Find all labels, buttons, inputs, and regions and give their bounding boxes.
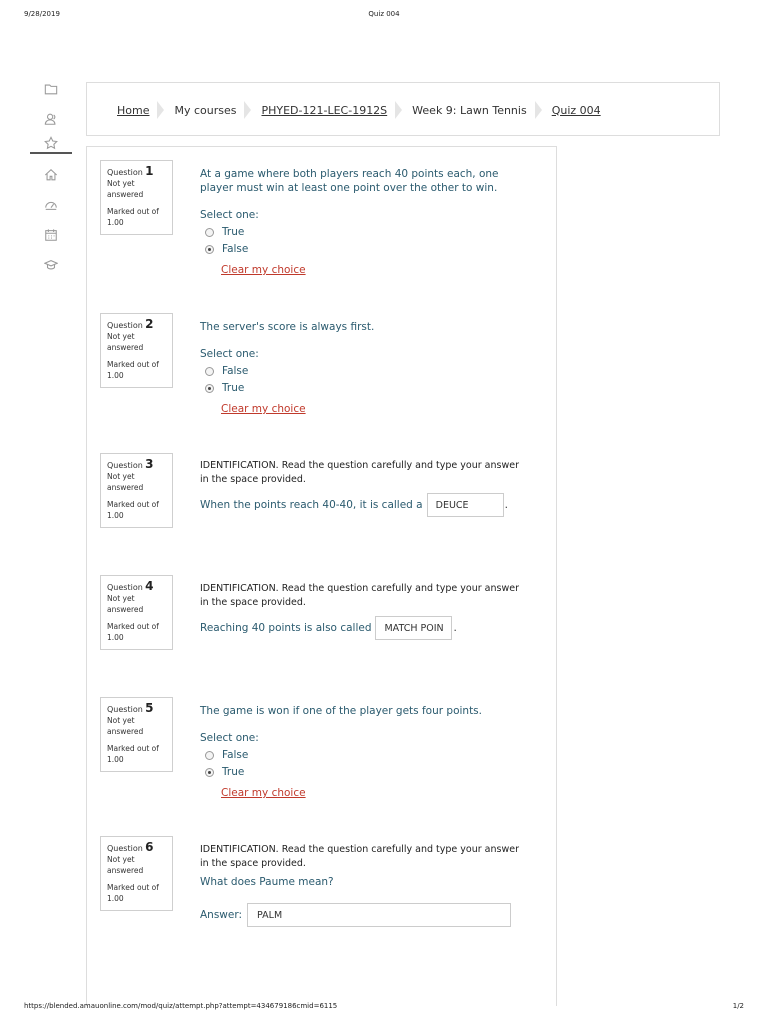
question-content-2 xyxy=(200,320,530,416)
question-number: 3 xyxy=(145,457,154,471)
question-mark: Marked out of xyxy=(107,744,159,753)
print-page-number: 1/2 xyxy=(732,1002,744,1010)
breadcrumb-separator xyxy=(535,101,542,119)
question-status: Not yet xyxy=(107,855,135,864)
question-sentence-row xyxy=(200,616,530,640)
breadcrumb-home[interactable]: Home xyxy=(117,103,150,117)
clear-choice-link[interactable]: Clear my choice xyxy=(221,403,306,415)
calendar-icon[interactable] xyxy=(30,220,72,250)
option-false[interactable] xyxy=(200,365,530,377)
radio-button-checked[interactable] xyxy=(205,384,214,393)
breadcrumb-container xyxy=(86,82,720,136)
question-content-4 xyxy=(200,582,530,640)
question-text: The game is won if one of the player gets four points. xyxy=(200,705,482,717)
print-url: https://blended.amauonline.com/mod/quiz/attempt.php?attempt=434679186cmid=6115 xyxy=(24,1002,338,1010)
option-label: False xyxy=(222,243,249,255)
clear-choice-link[interactable]: Clear my choice xyxy=(221,787,306,799)
question-status: answered xyxy=(107,727,144,736)
breadcrumb-separator xyxy=(244,101,251,119)
answer-input[interactable]: MATCH POIN xyxy=(375,616,452,640)
question-sentence: When the points reach 40-40, it is called a xyxy=(200,499,423,511)
identification-prompt: IDENTIFICATION. Read the question carefully and type your answer in the space provided. xyxy=(200,583,519,608)
question-mark: Marked out of xyxy=(107,500,159,509)
option-label: False xyxy=(222,365,249,377)
radio-button[interactable] xyxy=(205,367,214,376)
print-footer xyxy=(0,1002,768,1014)
question-status: Not yet xyxy=(107,179,135,188)
breadcrumb-my-courses[interactable]: My courses xyxy=(174,103,237,117)
question-content-1 xyxy=(200,167,530,277)
question-status: Not yet xyxy=(107,716,135,725)
question-label: Question xyxy=(107,705,143,714)
question-number: 2 xyxy=(145,317,154,331)
question-info-1 xyxy=(100,160,173,235)
breadcrumb-separator xyxy=(395,101,402,119)
radio-button-checked[interactable] xyxy=(205,768,214,777)
radio-button[interactable] xyxy=(205,228,214,237)
question-label: Question xyxy=(107,583,143,592)
question-number: 4 xyxy=(145,579,154,593)
question-mark: Marked out of xyxy=(107,883,159,892)
sentence-period: . xyxy=(504,499,508,511)
question-text: The server's score is always first. xyxy=(200,321,375,333)
question-label: Question xyxy=(107,321,143,330)
question-text: What does Paume mean? xyxy=(200,876,334,888)
question-number: 1 xyxy=(145,164,154,178)
answer-input[interactable]: PALM xyxy=(247,903,511,927)
graduation-cap-icon[interactable] xyxy=(30,250,72,280)
breadcrumb-separator xyxy=(157,101,164,119)
question-info-6 xyxy=(100,836,173,911)
question-status: answered xyxy=(107,343,144,352)
answer-label: Answer: xyxy=(200,909,243,921)
star-icon[interactable] xyxy=(30,134,72,154)
question-number: 5 xyxy=(145,701,154,715)
question-status: answered xyxy=(107,190,144,199)
clear-choice-link[interactable]: Clear my choice xyxy=(221,264,306,276)
side-nav xyxy=(30,74,72,280)
question-label: Question xyxy=(107,168,143,177)
question-sentence: Reaching 40 points is also called xyxy=(200,622,372,634)
identification-prompt: IDENTIFICATION. Read the question carefully and type your answer in the space provided. xyxy=(200,844,519,869)
home-icon[interactable] xyxy=(30,160,72,190)
breadcrumb xyxy=(117,101,601,119)
question-status: answered xyxy=(107,866,144,875)
select-one-label: Select one: xyxy=(200,209,259,221)
breadcrumb-quiz[interactable]: Quiz 004 xyxy=(551,103,601,117)
question-mark: 1.00 xyxy=(107,894,124,903)
select-one-label: Select one: xyxy=(200,348,259,360)
question-status: Not yet xyxy=(107,332,135,341)
breadcrumb-course[interactable]: PHYED-121-LEC-1912S xyxy=(261,103,388,117)
question-mark: Marked out of xyxy=(107,360,159,369)
folder-icon[interactable] xyxy=(30,74,72,104)
answer-input[interactable]: DEUCE xyxy=(427,493,504,517)
question-mark: 1.00 xyxy=(107,633,124,642)
radio-button-checked[interactable] xyxy=(205,245,214,254)
question-status: answered xyxy=(107,605,144,614)
users-icon[interactable] xyxy=(30,104,72,134)
breadcrumb-week[interactable]: Week 9: Lawn Tennis xyxy=(412,103,527,117)
question-mark: 1.00 xyxy=(107,511,124,520)
print-header xyxy=(0,10,768,22)
option-false[interactable] xyxy=(200,749,530,761)
radio-button[interactable] xyxy=(205,751,214,760)
question-info-3 xyxy=(100,453,173,528)
question-mark: Marked out of xyxy=(107,622,159,631)
question-mark: Marked out of xyxy=(107,207,159,216)
question-info-5 xyxy=(100,697,173,772)
question-mark: 1.00 xyxy=(107,218,124,227)
question-number: 6 xyxy=(145,840,154,854)
option-label: True xyxy=(222,226,245,238)
question-status: Not yet xyxy=(107,594,135,603)
option-true[interactable] xyxy=(200,226,530,238)
option-true[interactable] xyxy=(200,766,530,778)
option-label: True xyxy=(222,382,245,394)
select-one-label: Select one: xyxy=(200,732,259,744)
question-content-6 xyxy=(200,843,530,927)
question-status: answered xyxy=(107,483,144,492)
answer-row xyxy=(200,903,530,927)
sentence-period: . xyxy=(453,622,457,634)
question-mark: 1.00 xyxy=(107,755,124,764)
question-text: At a game where both players reach 40 points each, one player must win at least one point over the other to win. xyxy=(200,168,499,194)
dashboard-icon[interactable] xyxy=(30,190,72,220)
identification-prompt: IDENTIFICATION. Read the question carefully and type your answer in the space provided. xyxy=(200,460,519,485)
question-sentence-row xyxy=(200,493,530,517)
option-label: False xyxy=(222,749,249,761)
question-mark: 1.00 xyxy=(107,371,124,380)
print-date: 9/28/2019 xyxy=(24,10,60,18)
option-false[interactable] xyxy=(200,243,530,255)
question-status: Not yet xyxy=(107,472,135,481)
option-label: True xyxy=(222,766,245,778)
question-content-3 xyxy=(200,459,530,517)
question-info-4 xyxy=(100,575,173,650)
question-content-5 xyxy=(200,704,530,800)
question-info-2 xyxy=(100,313,173,388)
option-true[interactable] xyxy=(200,382,530,394)
question-label: Question xyxy=(107,844,143,853)
print-title: Quiz 004 xyxy=(368,10,400,18)
question-label: Question xyxy=(107,461,143,470)
